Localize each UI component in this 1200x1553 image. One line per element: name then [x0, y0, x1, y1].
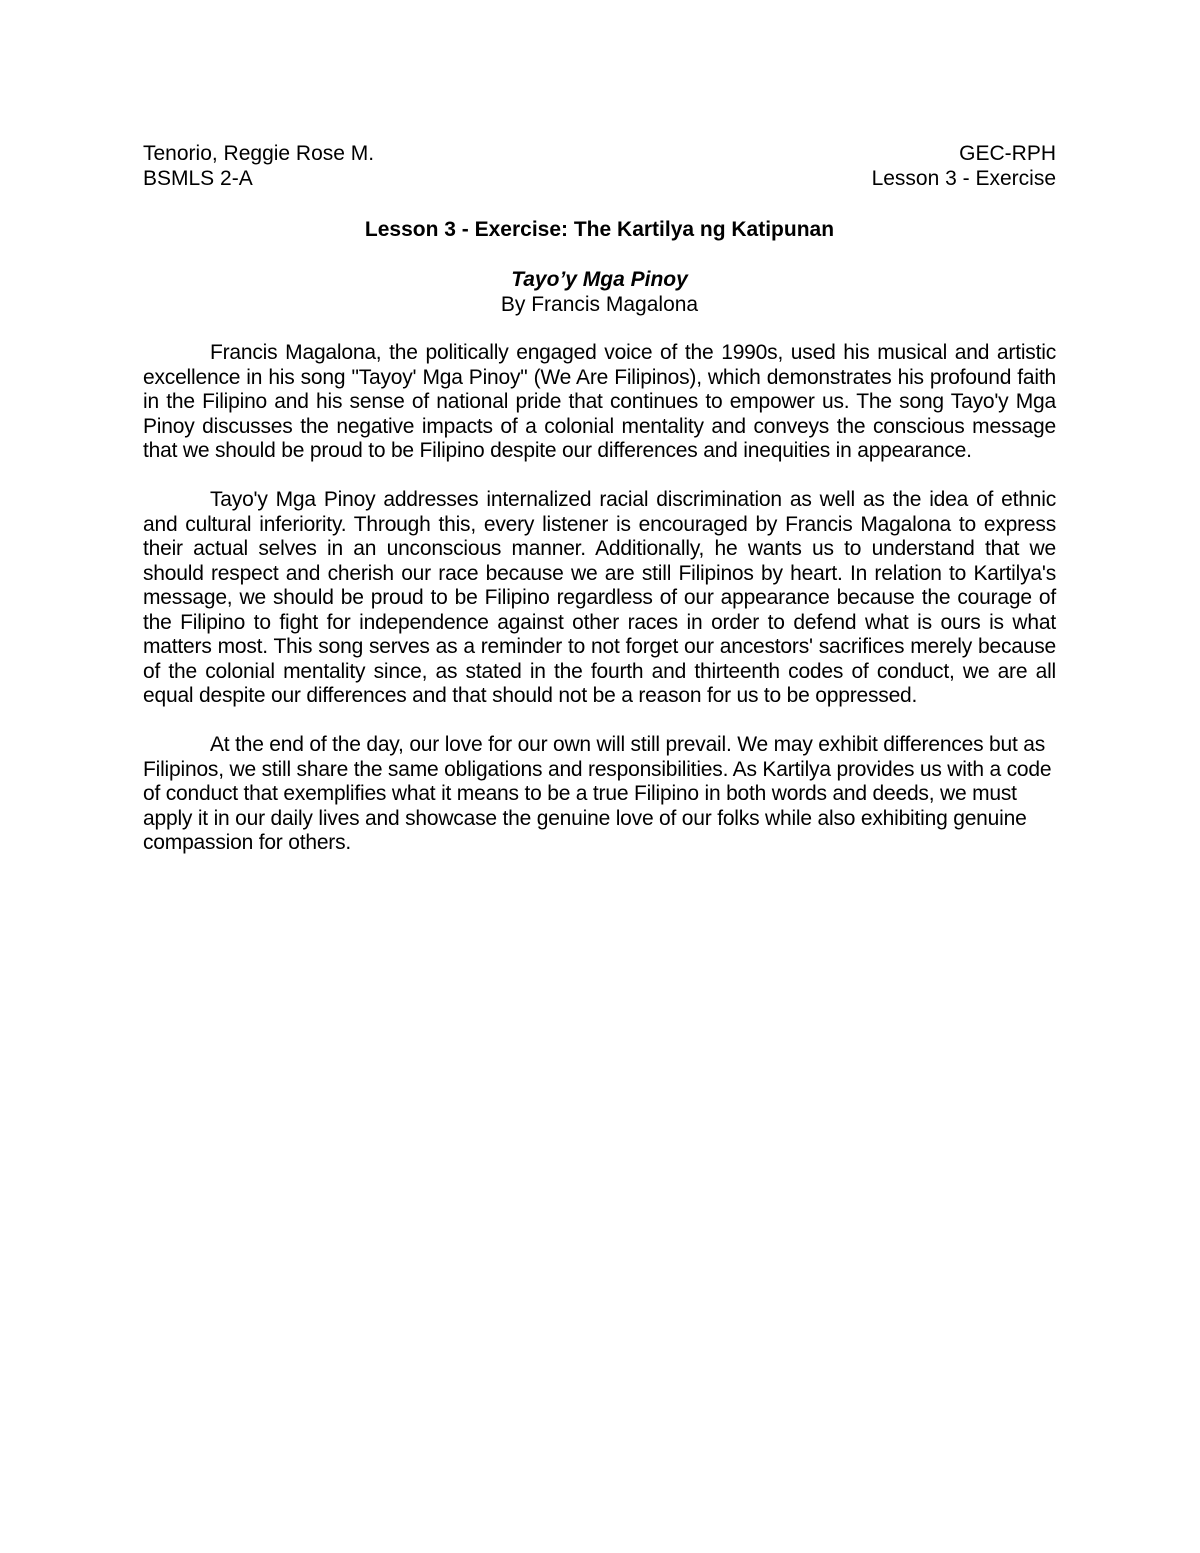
paragraph-3: At the end of the day, our love for our own will still prevail. We may exhibit differences but as Filipinos, we still share the same obligations and responsibilities. As Kartilya provides us with a code of conduct that exemplifies what it means to be a true Filipino in both words and deeds, we must apply it in our daily lives and showcase the genuine love of our folks while also exhibiting genuine compassion for others. — [143, 733, 1052, 854]
essay-body — [143, 341, 1056, 880]
course-code: GEC-RPH — [959, 142, 1056, 165]
header-row-2 — [143, 166, 1056, 191]
document-header — [143, 141, 1056, 191]
student-name: Tenorio, Reggie Rose M. — [143, 142, 375, 165]
document-title: Lesson 3 - Exercise: The Kartilya ng Katipunan — [364, 218, 835, 241]
lesson-label: Lesson 3 - Exercise — [871, 167, 1056, 190]
paragraph-2: Tayo'y Mga Pinoy addresses internalized racial discrimination as well as the idea of ethnic and cultural inferiority. Through this, every listener is encouraged by Francis Magalona to express their actual selves in an unconscious manner. Additionally, he wants us to understand that we should respect and cherish our race because we are still Filipinos by heart. In relation to Kartilya's message, we should be proud to be Filipino regardless of our appearance because the courage of the Filipino to fight for independence against other races in order to defend what is ours is what matters most. This song serves as a reminder to not forget our ancestors' sacrifices merely because of the colonial mentality since, as stated in the fourth and thirteenth codes of conduct, we are all equal despite our differences and that should not be a reason for us to be oppressed. — [143, 488, 1056, 707]
section: BSMLS 2-A — [143, 167, 253, 190]
header-row-1 — [143, 141, 1056, 166]
paragraph-1: Francis Magalona, the politically engaged voice of the 1990s, used his musical and artistic excellence in his song "Tayoy' Mga Pinoy" (We Are Filipinos), which demonstrates his profound faith in the Filipino and his sense of national pride that continues to empower us. The song Tayo'y Mga Pinoy discusses the negative impacts of a colonial mentality and conveys the conscious message that we should be proud to be Filipino despite our differences and inequities in appearance. — [143, 341, 1056, 462]
song-byline: By Francis Magalona — [500, 293, 699, 316]
song-title: Tayo’y Mga Pinoy — [511, 268, 688, 291]
